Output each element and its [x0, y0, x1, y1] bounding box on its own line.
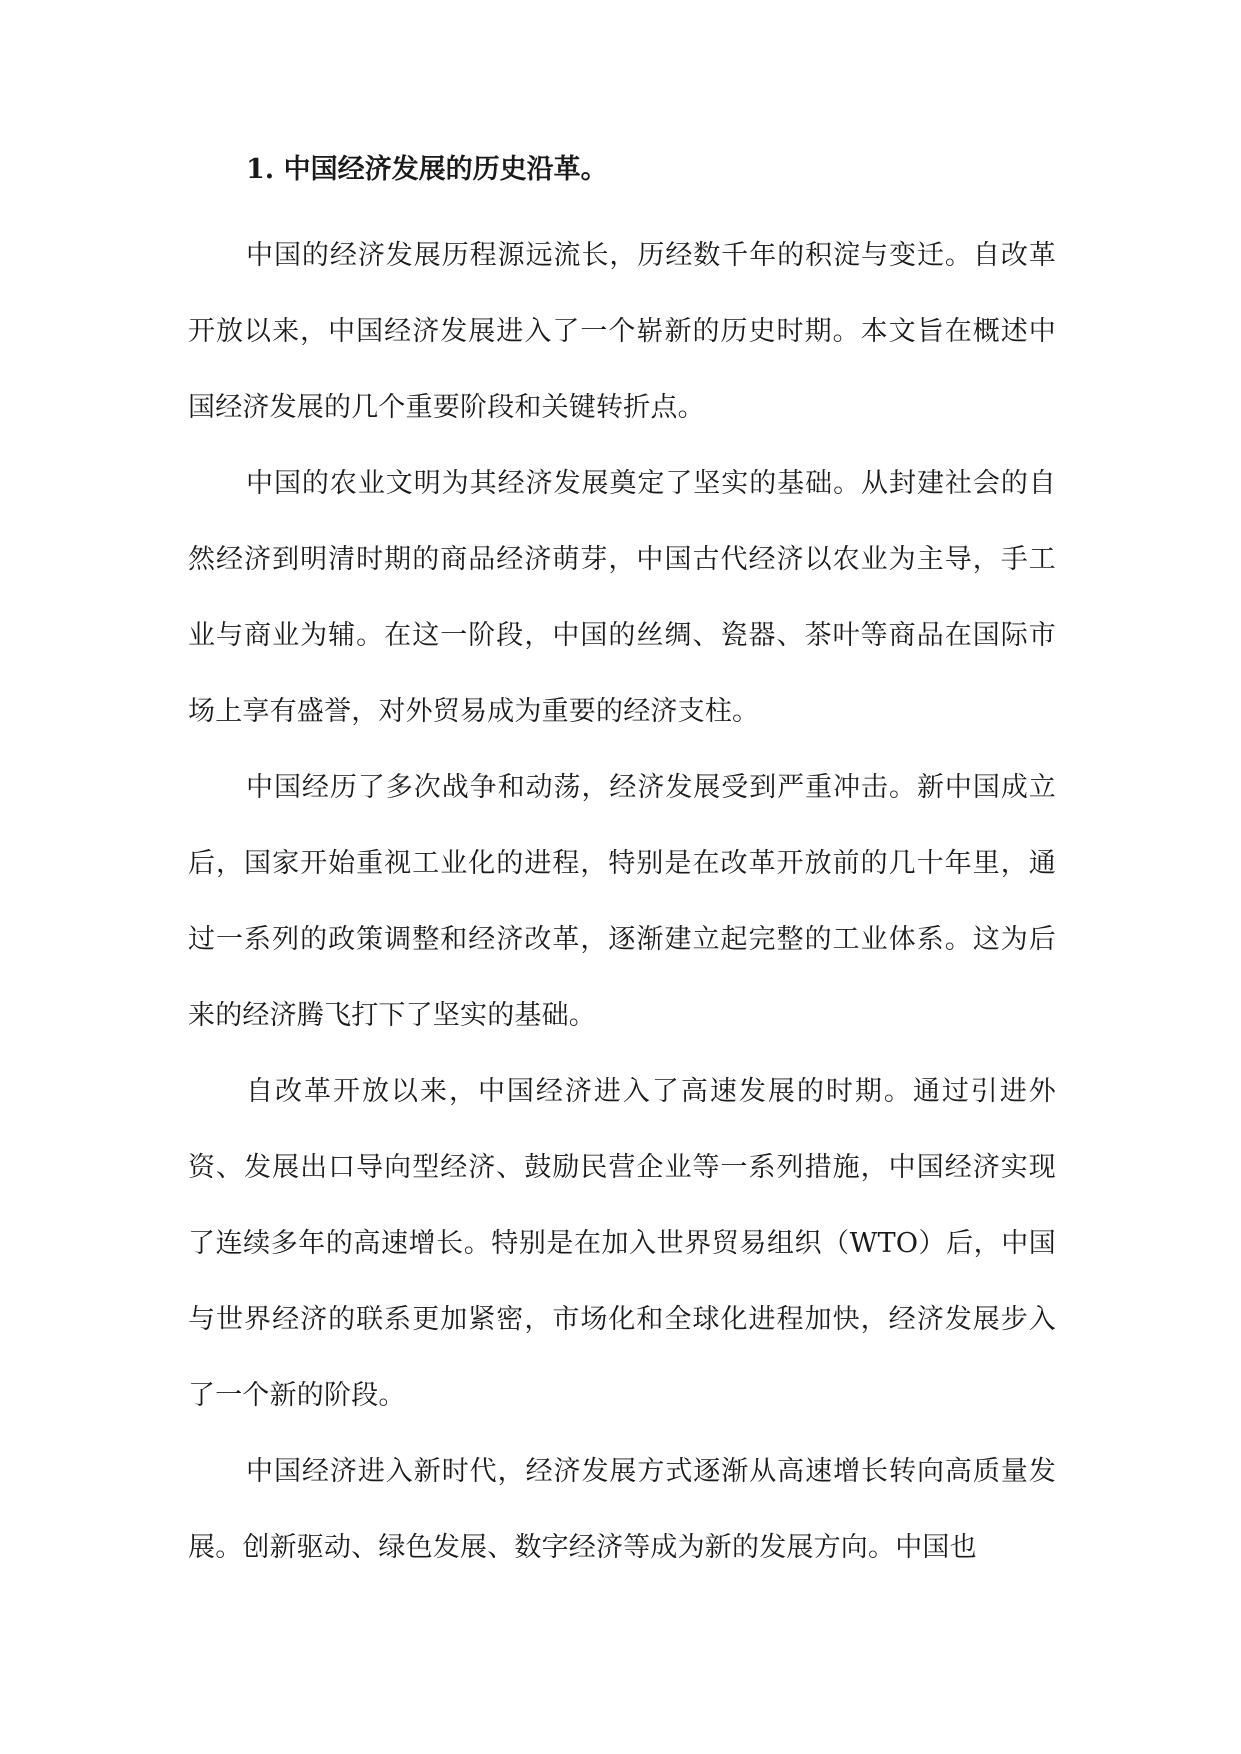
- paragraph-3: 中国经历了多次战争和动荡，经济发展受到严重冲击。新中国成立后，国家开始重视工业化的进程，特别是在改革开放前的几十年里，通过一系列的政策调整和经济改革，逐渐建立起完整的工业体系。这为后来的经济腾飞打下了坚实的基础。: [188, 772, 1056, 1031]
- paragraph-5: 中国经济进入新时代，经济发展方式逐渐从高速增长转向高质量发展。创新驱动、绿色发展、数字经济等成为新的发展方向。中国也: [188, 1456, 1056, 1563]
- document-body: [188, 150, 1056, 1586]
- paragraph-2: 中国的农业文明为其经济发展奠定了坚实的基础。从封建社会的自然经济到明清时期的商品经济萌芽，中国古代经济以农业为主导，手工业与商业为辅。在这一阶段，中国的丝绸、瓷器、茶叶等商品在国际市场上享有盛誉，对外贸易成为重要的经济支柱。: [188, 468, 1056, 727]
- section-heading: 1. 中国经济发展的历史沿革。: [246, 154, 608, 185]
- paragraph-4: 自改革开放以来，中国经济进入了高速发展的时期。通过引进外资、发展出口导向型经济、鼓励民营企业等一系列措施，中国经济实现了连续多年的高速增长。特别是在加入世界贸易组织（WTO）后，中国与世界经济的联系更加紧密，市场化和全球化进程加快，经济发展步入了一个新的阶段。: [188, 1076, 1056, 1411]
- paragraph-1: 中国的经济发展历程源远流长，历经数千年的积淀与变迁。自改革开放以来，中国经济发展进入了一个崭新的历史时期。本文旨在概述中国经济发展的几个重要阶段和关键转折点。: [188, 240, 1056, 423]
